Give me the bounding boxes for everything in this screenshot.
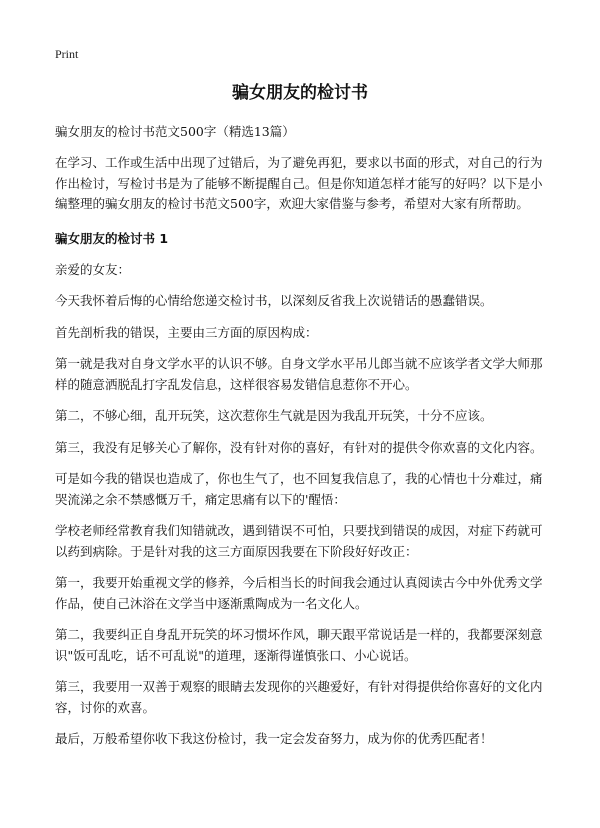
body-paragraph: 今天我怀着后悔的心情给您递交检讨书，以深刻反省我上次说错话的愚蠢错误。 <box>55 293 493 308</box>
document-subtitle: 骗女朋友的检讨书范文500字（精选13篇） <box>55 124 295 139</box>
section-heading: 骗女朋友的检讨书 1 <box>55 230 169 246</box>
body-paragraph: 第二，我要纠正自身乱开玩笑的坏习惯坏作风，聊天跟平常说话是一样的，我都要深刻意识"饭可乱吃，话不可乱说"的道理，逐渐得谨慎张口、小心说话。 <box>55 627 543 663</box>
intro-paragraph: 在学习、工作或生活中出现了过错后，为了避免再犯，要求以书面的形式，对自己的行为作出检讨，写检讨书是为了能够不断提醒自己。但是你知道怎样才能写的好吗？以下是小编整理的骗女朋友的检讨书范文500字，欢迎大家借鉴与参考，希望对大家有所帮助。 <box>55 155 543 211</box>
print-link[interactable]: Print <box>55 47 79 61</box>
body-paragraph: 第一就是我对自身文学水平的认识不够。自身文学水平吊儿郎当就不应该学者文学大师那样的随意洒脱乱打字乱发信息，这样很容易发错信息惹你不开心。 <box>55 356 543 392</box>
body-paragraph: 第一，我要开始重视文学的修养，今后相当长的时间我会通过认真阅读古今中外优秀文学作品，使自己沐浴在文学当中逐渐熏陶成为一名文化人。 <box>55 575 543 611</box>
document-title: 骗女朋友的检讨书 <box>232 83 368 103</box>
body-paragraph: 第二，不够心细，乱开玩笑，这次惹你生气就是因为我乱开玩笑，十分不应该。 <box>55 408 493 423</box>
body-paragraph: 第三，我要用一双善于观察的眼睛去发现你的兴趣爱好，有针对得提供给你喜好的文化内容，讨你的欢喜。 <box>55 679 543 715</box>
closing-paragraph: 最后，万般希望你收下我这份检讨，我一定会发奋努力，成为你的优秀匹配者！ <box>55 731 493 746</box>
body-paragraph: 学校老师经常教育我们知错就改，遇到错误不可怕，只要找到错误的成因，对症下药就可以药到病除。于是针对我的这三方面原因我要在下阶段好好改正： <box>55 523 543 559</box>
body-paragraph: 第三，我没有足够关心了解你，没有针对你的喜好，有针对的提供令你欢喜的文化内容。 <box>55 439 543 455</box>
salutation: 亲爱的女友： <box>55 261 131 277</box>
body-paragraph: 可是如今我的错误也造成了，你也生气了，也不回复我信息了，我的心情也十分难过，痛哭流涕之余不禁感慨万千，痛定思痛有以下的'醒悟： <box>55 471 543 507</box>
body-paragraph: 首先剖析我的错误，主要由三方面的原因构成： <box>55 324 318 340</box>
document-page <box>55 46 545 761</box>
